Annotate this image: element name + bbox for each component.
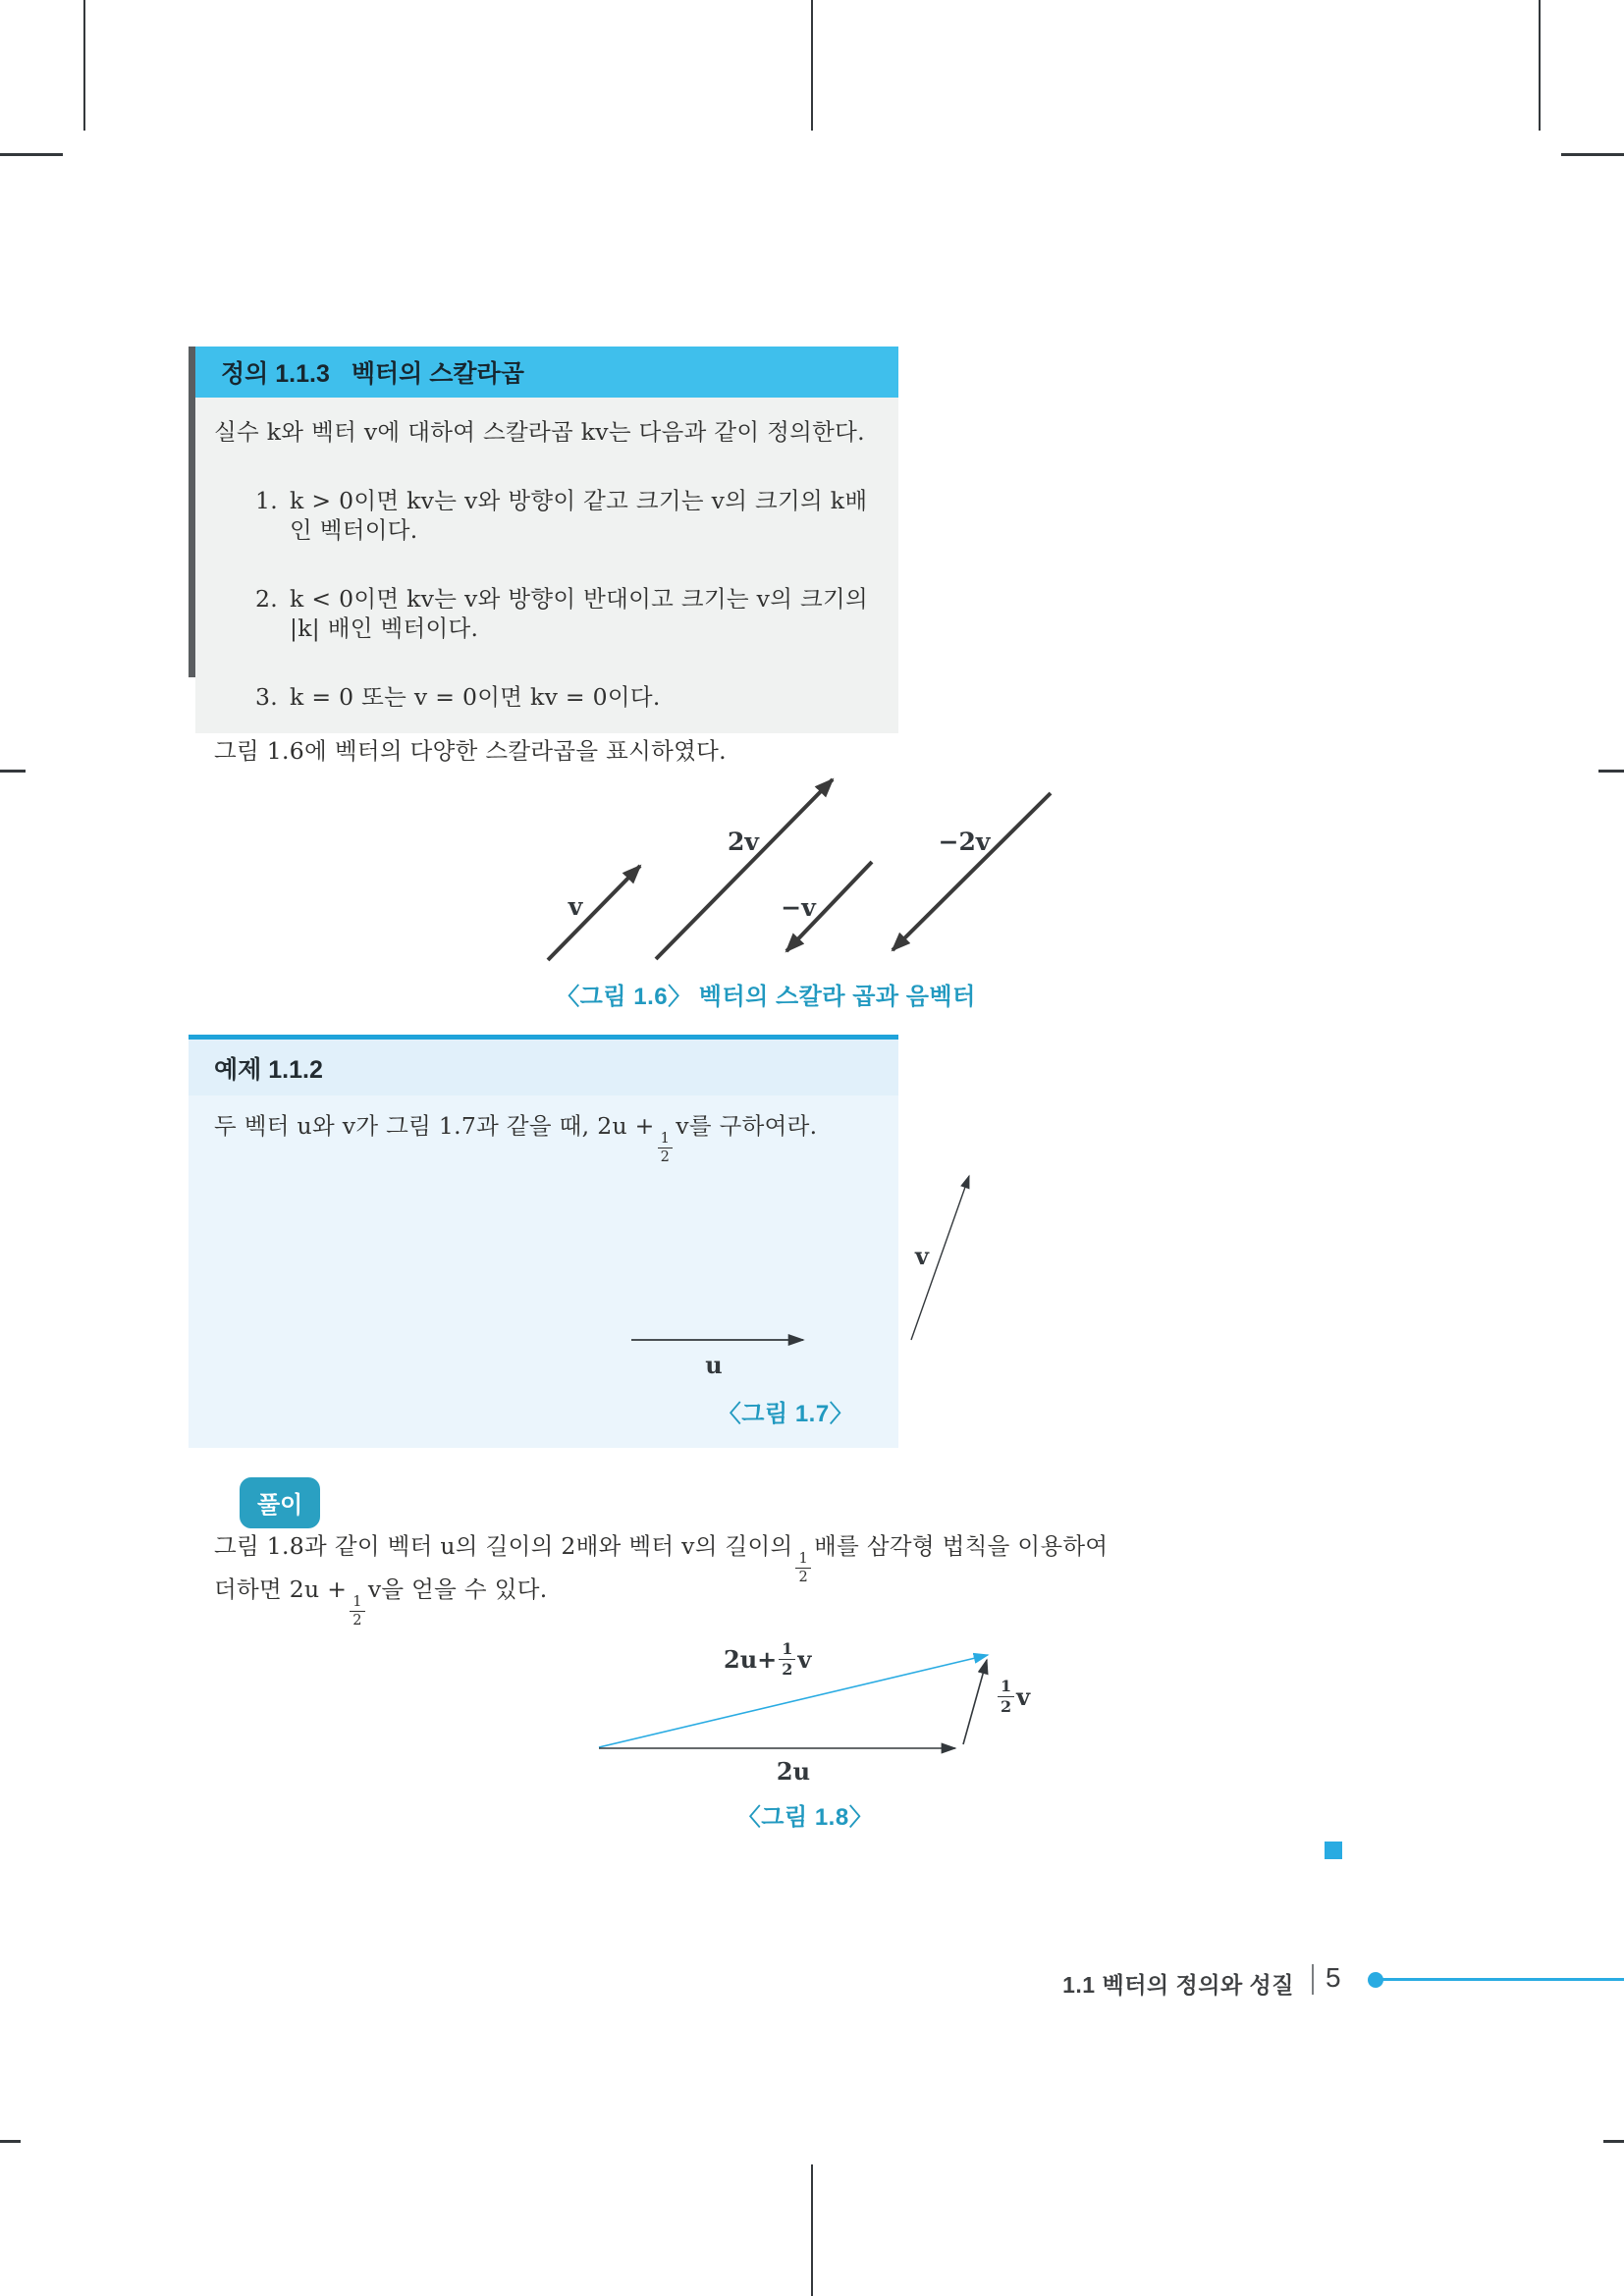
end-of-solution-marker <box>1325 1842 1342 1859</box>
vector-arrow-half-v <box>963 1660 987 1744</box>
fraction <box>779 1641 795 1678</box>
definition-item <box>255 584 877 643</box>
fraction <box>350 1592 365 1629</box>
figure-1-8-2u-label <box>766 1757 821 1786</box>
solution-badge: 풀이 <box>240 1477 320 1528</box>
item-text: k > 0이면 kv는 v와 방향이 같고 크기는 v의 크기의 k배인 벡터이다. <box>290 487 868 544</box>
sum-label-pre: 2u+ <box>724 1645 778 1674</box>
fraction-denominator: 2 <box>1001 1697 1012 1716</box>
figure-lead-paragraph: 그림 1.6에 벡터의 다양한 스칼라곱을 표시하였다. <box>214 736 727 765</box>
definition-item <box>255 682 877 712</box>
example-header <box>189 1040 898 1095</box>
crop-mark-top-left-h <box>0 153 63 156</box>
item-text: k < 0이면 kv는 v와 방향이 반대이고 크기는 v의 크기의 |k| 배인 벡터이다. <box>290 585 869 642</box>
definition-intro: 실수 k와 벡터 v에 대하여 스칼라곱 kv는 다음과 같이 정의한다. <box>214 418 865 446</box>
fraction-numerator: 1 <box>779 1641 795 1660</box>
solution-text-post: 배를 삼각형 법칙을 이용하여 <box>814 1532 1109 1560</box>
crop-mark-top-center-v <box>811 0 813 131</box>
fraction-numerator: 1 <box>795 1552 811 1570</box>
crop-mark-bottom-center-v <box>811 2164 813 2296</box>
fraction-numerator: 1 <box>658 1132 674 1149</box>
figure-1-8-caption: 〈그림 1.8〉 <box>736 1804 874 1831</box>
footer-page-number: 5 <box>1326 1962 1341 1993</box>
vector-label-v2: v <box>915 1242 929 1270</box>
figure-1-8-half-v-label <box>996 1679 1030 1715</box>
example-text-pre: 두 벡터 u와 v가 그림 1.7과 같을 때, 2u + <box>214 1112 655 1140</box>
fraction-numerator: 1 <box>998 1679 1014 1697</box>
fraction <box>998 1679 1014 1715</box>
fraction-denominator: 2 <box>352 1612 362 1629</box>
item-text: k = 0 또는 v = 0이면 kv = 0이다. <box>290 683 661 711</box>
crop-mark-top-right-h <box>1561 153 1624 156</box>
figure-1-8-sum-label <box>724 1641 811 1678</box>
vector-label-2v: 2v <box>728 828 759 856</box>
example-label: 예제 1.1.2 <box>214 1055 323 1084</box>
crop-mark-bottom-left-h <box>0 2140 21 2143</box>
figure-1-6 <box>530 756 1100 982</box>
definition-box <box>189 347 898 733</box>
figure-1-7-caption: 〈그림 1.7〉 <box>717 1401 854 1427</box>
item-number: 1. <box>255 487 279 514</box>
definition-title: 벡터의 스칼라곱 <box>351 360 524 388</box>
definition-side-bar <box>189 347 195 677</box>
figure-1-7 <box>589 1158 992 1384</box>
vector-arrow-neg-2v <box>893 793 1051 950</box>
figure-1-6-caption: 〈그림 1.6〉 벡터의 스칼라 곱과 음벡터 <box>556 984 976 1010</box>
fraction <box>795 1549 811 1586</box>
2u-label: 2u <box>776 1757 811 1786</box>
crop-mark-mid-right-h <box>1598 770 1624 773</box>
definition-header <box>195 347 898 398</box>
crop-mark-mid-left-h <box>0 770 26 773</box>
solution-text-post: v을 얻을 수 있다. <box>367 1575 548 1603</box>
crop-mark-bottom-right-h <box>1603 2140 1624 2143</box>
definition-body <box>195 398 898 733</box>
fraction-denominator: 2 <box>782 1660 793 1679</box>
vector-label-neg-v: −v <box>781 893 816 922</box>
vector-arrow-v <box>548 866 640 960</box>
sum-label-post: v <box>797 1645 812 1674</box>
definition-label: 정의 1.1.3 <box>221 360 330 388</box>
footer-section-title: 1.1 벡터의 정의와 성질 <box>1062 1972 1294 1998</box>
vector-label-neg-2v: −2v <box>938 828 991 856</box>
fraction-numerator: 1 <box>350 1595 365 1613</box>
crop-mark-top-right-v <box>1539 0 1541 131</box>
footer-divider <box>1312 1964 1314 1995</box>
solution-text-pre: 그림 1.8과 같이 벡터 u의 길이의 2배와 벡터 v의 길이의 <box>214 1532 793 1560</box>
solution-line-2 <box>214 1571 547 1629</box>
half-v-label-post: v <box>1016 1682 1031 1711</box>
item-number: 2. <box>255 585 279 613</box>
crop-mark-top-left-v <box>83 0 85 131</box>
vector-label-u: u <box>705 1351 723 1379</box>
example-text-post: v를 구하여라. <box>676 1112 818 1140</box>
fraction-denominator: 2 <box>660 1148 671 1166</box>
definition-item <box>255 486 877 545</box>
footer-rule <box>1381 1978 1624 1981</box>
fraction-denominator: 2 <box>798 1569 809 1586</box>
solution-text-pre: 더하면 2u + <box>214 1575 348 1603</box>
vector-label-v: v <box>568 892 583 921</box>
example-problem-text <box>214 1107 817 1165</box>
item-number: 3. <box>255 683 279 711</box>
